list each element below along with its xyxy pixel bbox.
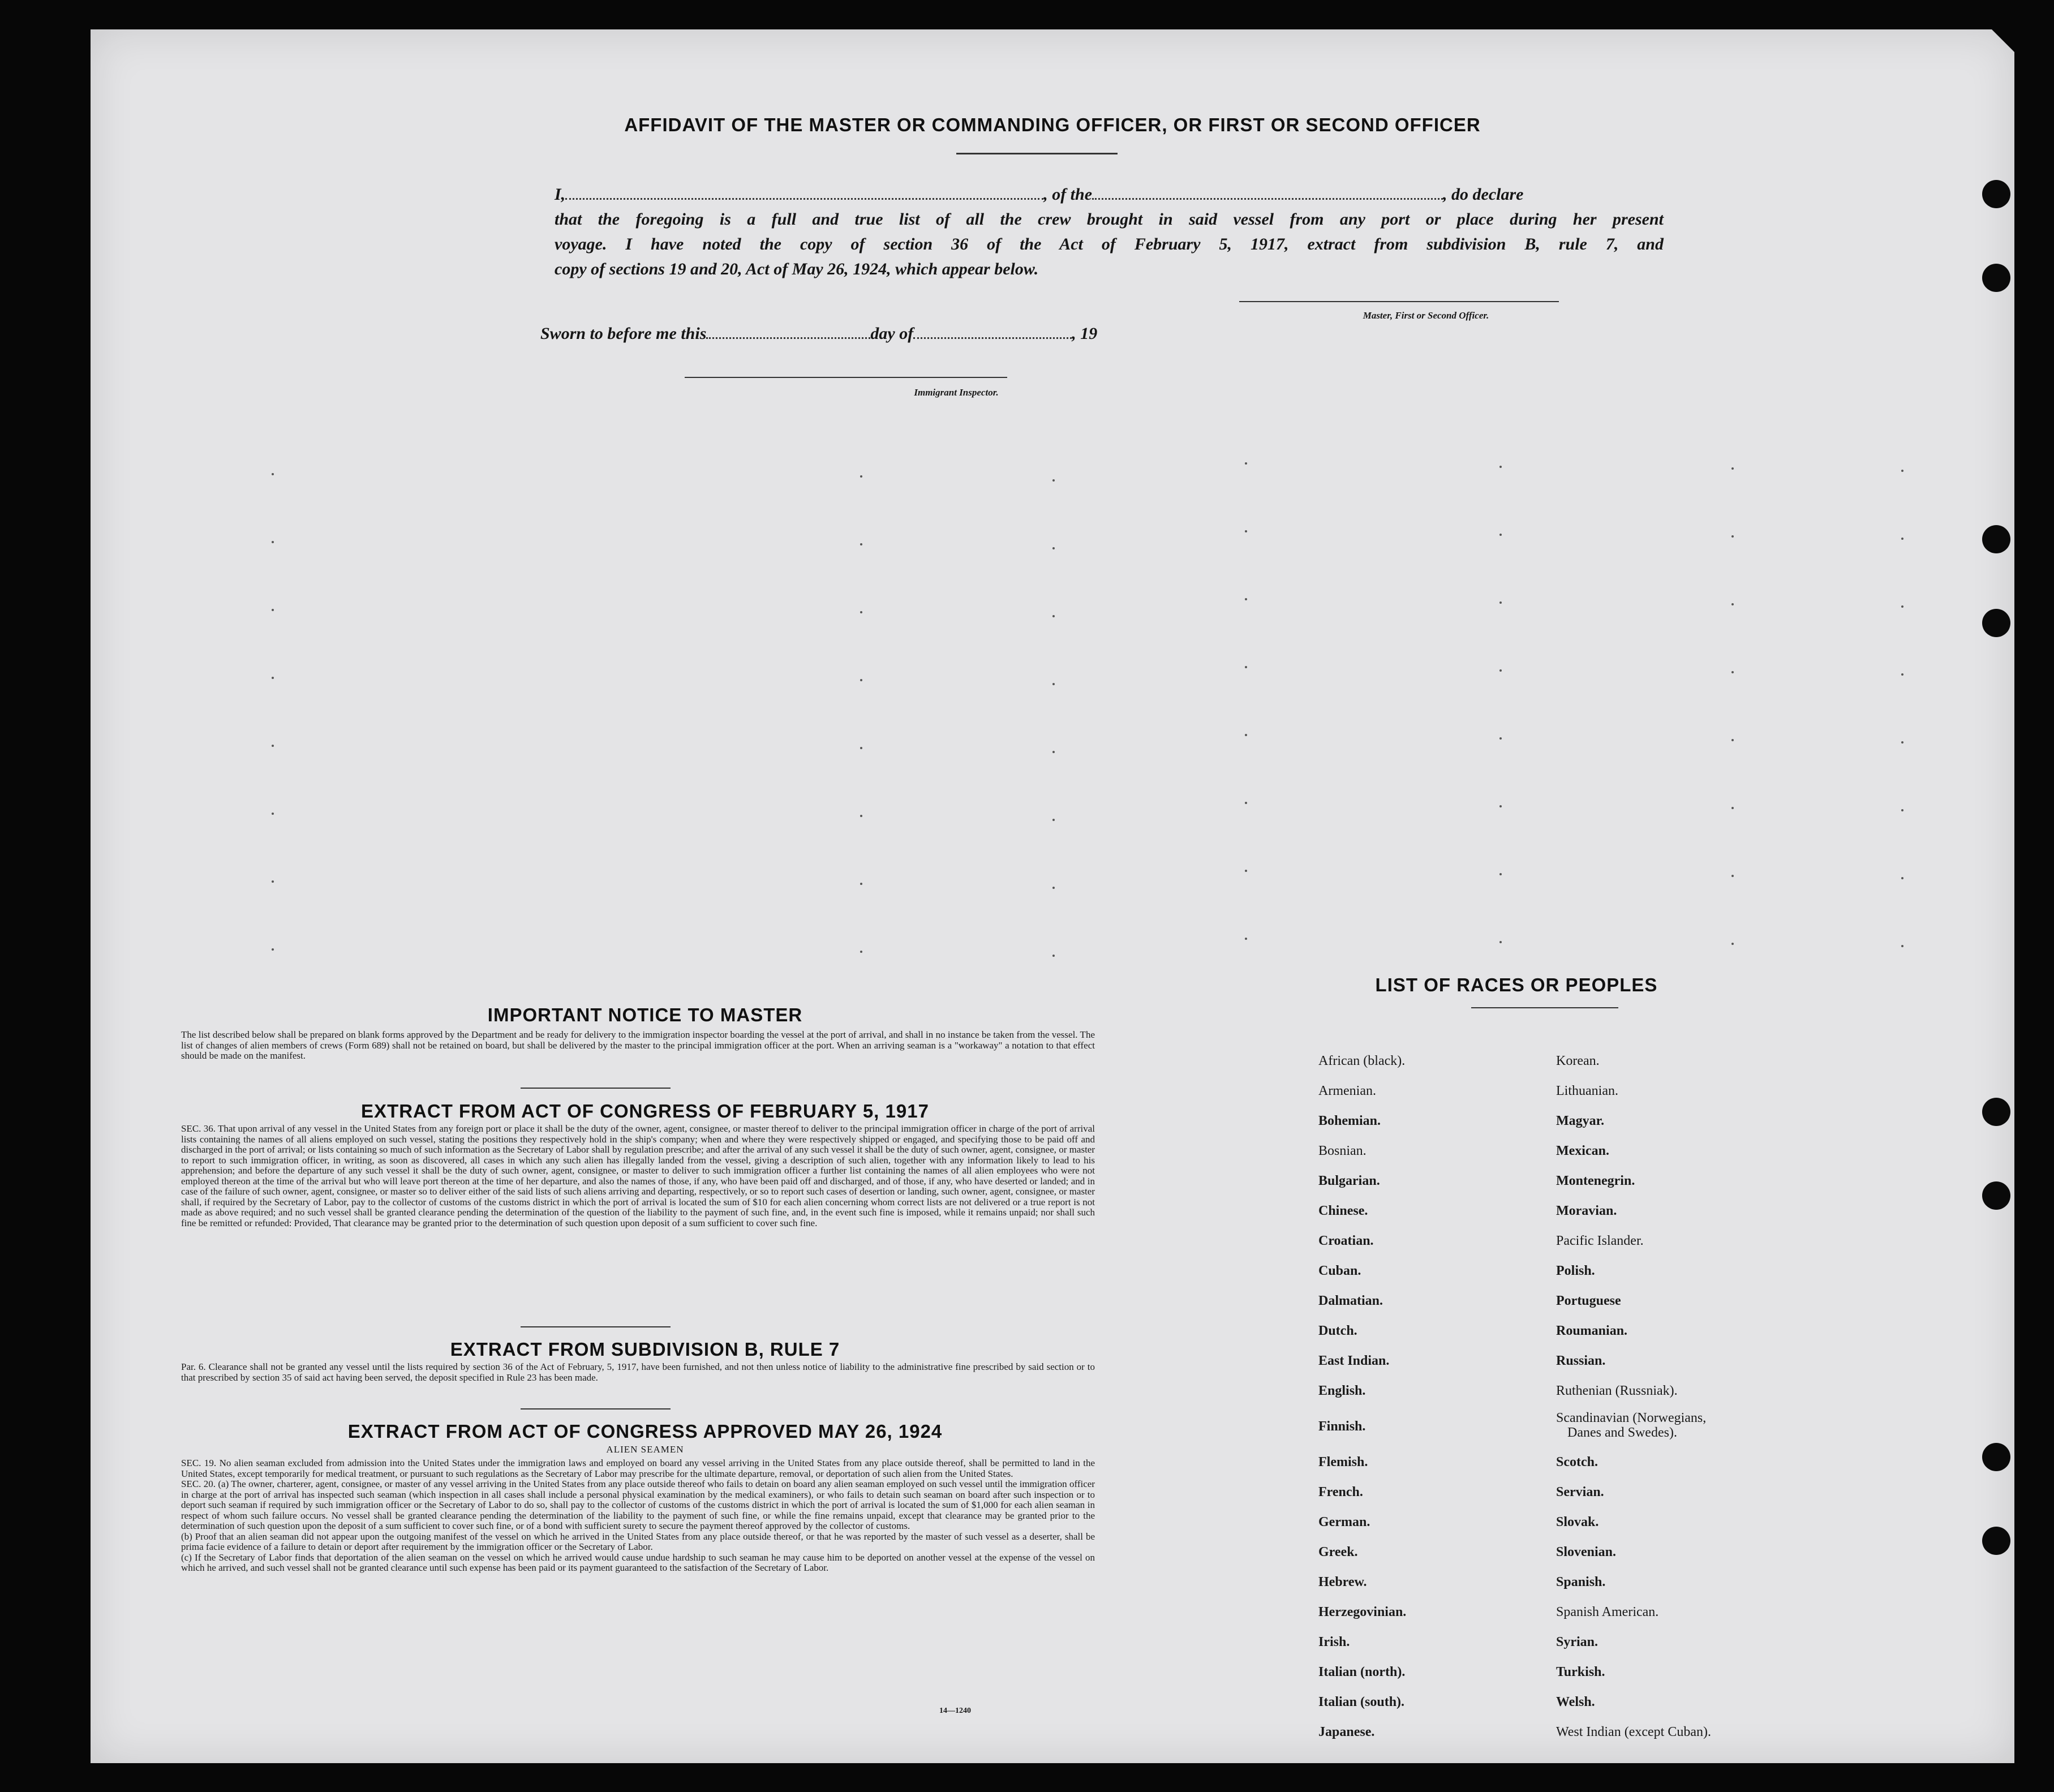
race-item: Danes and Swedes). bbox=[1567, 1425, 1677, 1440]
form-dot bbox=[1731, 671, 1734, 673]
race-item: Korean. bbox=[1556, 1054, 1600, 1068]
races-title: LIST OF RACES OR PEOPLES bbox=[1375, 974, 1658, 995]
race-item: Welsh. bbox=[1556, 1695, 1595, 1709]
form-dot bbox=[860, 747, 862, 749]
extract-1924-text bbox=[181, 1458, 1095, 1574]
declaration-line-2: that the foregoing is a full and true list of all the crew brought in said vessel from any port or place during her present bbox=[555, 210, 1664, 229]
document-page bbox=[91, 29, 2014, 1763]
race-item: Finnish. bbox=[1318, 1419, 1366, 1434]
race-item: Ruthenian (Russniak). bbox=[1556, 1383, 1678, 1398]
form-dot bbox=[1499, 466, 1502, 468]
race-item: German. bbox=[1318, 1515, 1370, 1529]
race-item: Italian (north). bbox=[1318, 1665, 1406, 1679]
race-item: Pacific Islander. bbox=[1556, 1234, 1644, 1248]
race-item: Armenian. bbox=[1318, 1084, 1376, 1098]
notice-text: The list described below shall be prepared on blank forms approved by the Department and be ready for delivery to the immigration inspector boarding the vessel at the port of arrival, and shall in no instance be taken from the vessel. The list of changes of alien members of crews (Form 689) shall not be retained on board, but shall be delivered by the master to the principal immigration officer at the port. When an arriving seaman is a "workaway" a notation to that effect should be made on the manifest. bbox=[181, 1029, 1095, 1061]
year-label: , 19 bbox=[1072, 324, 1098, 343]
race-item: Irish. bbox=[1318, 1635, 1350, 1649]
race-item: Servian. bbox=[1556, 1485, 1604, 1499]
page-corner-fold bbox=[1992, 29, 2014, 52]
race-item: Syrian. bbox=[1556, 1635, 1598, 1649]
form-dot bbox=[272, 609, 274, 611]
i-label: I, bbox=[555, 185, 566, 204]
form-dot bbox=[1731, 943, 1734, 945]
form-dot bbox=[272, 473, 274, 475]
form-dot bbox=[1052, 819, 1055, 821]
form-dot bbox=[1052, 751, 1055, 753]
form-dot bbox=[1052, 547, 1055, 549]
form-dot bbox=[1901, 605, 1903, 608]
sworn-line bbox=[540, 321, 1097, 346]
form-dot bbox=[1499, 737, 1502, 740]
race-item: Moravian. bbox=[1556, 1204, 1617, 1218]
form-dot bbox=[1245, 870, 1247, 872]
form-dot bbox=[1901, 470, 1903, 472]
form-dot bbox=[1499, 941, 1502, 943]
form-dot bbox=[272, 677, 274, 679]
form-dot bbox=[860, 611, 862, 613]
extract-1924-title: EXTRACT FROM ACT OF CONGRESS APPROVED MAY 26, 1924 bbox=[347, 1421, 943, 1442]
form-dot bbox=[1245, 802, 1247, 804]
binder-hole bbox=[1982, 609, 2010, 637]
affidavit-title: AFFIDAVIT OF THE MASTER OR COMMANDING OFFICER, OR FIRST OR SECOND OFFICER bbox=[624, 114, 1481, 135]
form-dot bbox=[860, 951, 862, 953]
binder-hole bbox=[1982, 525, 2010, 553]
race-item: West Indian (except Cuban). bbox=[1556, 1725, 1711, 1739]
master-signature-line bbox=[1239, 301, 1559, 302]
binder-hole bbox=[1982, 264, 2010, 292]
race-item: Montenegrin. bbox=[1556, 1174, 1635, 1188]
race-item: Slovenian. bbox=[1556, 1545, 1617, 1559]
race-item: Scandinavian (Norwegians, bbox=[1556, 1411, 1707, 1425]
declaration-line-1 bbox=[555, 182, 1664, 207]
form-dot bbox=[1731, 535, 1734, 538]
rule7-title: EXTRACT FROM SUBDIVISION B, RULE 7 bbox=[450, 1339, 840, 1360]
sworn-label: Sworn to before me this bbox=[540, 324, 707, 343]
race-item: Bulgarian. bbox=[1318, 1174, 1380, 1188]
form-dot bbox=[1499, 601, 1502, 604]
races-underline bbox=[1471, 1007, 1618, 1008]
form-dot bbox=[1245, 598, 1247, 600]
form-dot bbox=[1052, 955, 1055, 957]
section-20c-text: (c) If the Secretary of Labor finds that deportation of the alien seaman on the vessel on which he arrived would cause undue hardship to such seaman he may cause him to be deported on another vessel at the expense of the vessel on which he arrived, and such vessel shall not be granted clearance until such expense has been paid or its payment guaranteed to the satisfaction of the Secretary of Labor. bbox=[181, 1552, 1095, 1573]
form-dot bbox=[1245, 530, 1247, 532]
alien-seamen-subtitle: ALIEN SEAMEN bbox=[606, 1444, 684, 1455]
form-dot bbox=[272, 880, 274, 883]
race-item: Slovak. bbox=[1556, 1515, 1599, 1529]
declaration-line-3: voyage. I have noted the copy of section 36 of the Act of February 5, 1917, extract from subdivision B, rule 7, and bbox=[555, 235, 1664, 253]
form-dot bbox=[1052, 479, 1055, 482]
binder-hole bbox=[1982, 1443, 2010, 1471]
form-dot bbox=[860, 883, 862, 885]
section-19-text: SEC. 19. No alien seaman excluded from admission into the United States under the immigration laws and employed on board any vessel arriving in the United States from any place outside thereof, shall be permitted to land in the United States, except temporarily for medical treatment, or pursuant to such regulations as the Secretary of Labor may prescribe for the ultimate departure, removal, or deportation of such alien from the United States. bbox=[181, 1458, 1095, 1479]
form-dot bbox=[1901, 809, 1903, 811]
extract-1917-text: SEC. 36. That upon arrival of any vessel in the United States from any foreign port or place it shall be the duty of the owner, agent, consignee, or master thereof to deliver to the principal immigration officer in charge of the port of arrival lists containing the names of all aliens employed on such vessel, stating the positions they respectively hold in the ship's company; when and where they were respectively shipped or engaged, and specifying those to be paid off and discharged in the port of arrival; or lists containing so much of such information as the Secretary of Labor shall by regulation prescribe; and after the arrival of any such vessel it shall be the duty of such owner, agent, consignee, or master to report to such immigration officer, in writing, as soon as discovered, all cases in which any such alien has illegally landed from the vessel, giving a description of such alien, together with any information likely to lead to his apprehension; and before the departure of any such vessel it shall be the duty of such owner, agent, consignee, or master to deliver to such immigration officer a further list containing the names of all alien employees who were not employed thereon at the time of the arrival but who will leave port thereon at the time of her departure, and also the names of those, if any, who have been paid off and discharged, and of those, if any, who have deserted or landed; and in case of the failure of such owner, agent, consignee, or master so to deliver either of the said lists of such aliens arriving and departing, respectively, or so to report such cases of desertion or landing, such owner, agent, consignee, or master shall, if required by the Secretary of Labor, pay to the collector of customs of the customs district in which the port of arrival is located the sum of $10 for each alien concerning whom correct lists are not delivered or a true report is not made as above required; and no such vessel shall be granted clearance pending the determination of the question of the liability to the payment of such fine, and, in the event such fine is imposed, while it remains unpaid; nor shall such fine be remitted or refunded: Provided, That clearance may be granted prior to the determination of such question upon deposit of a sum sufficient to cover such fine. bbox=[181, 1123, 1095, 1228]
race-item: Chinese. bbox=[1318, 1204, 1368, 1218]
form-dot bbox=[1731, 603, 1734, 605]
section-20b-text: (b) Proof that an alien seaman did not appear upon the outgoing manifest of the vessel on which he arrived in the United States from any place outside thereof, or that he was reported by the master of such vessel as a deserter, shall be prima facie evidence of a failure to detain or deport after requirement by the immigration officer or the Secretary of Labor. bbox=[181, 1531, 1095, 1552]
race-item: Greek. bbox=[1318, 1545, 1358, 1559]
race-item: Bosnian. bbox=[1318, 1144, 1367, 1158]
form-dot bbox=[1901, 741, 1903, 744]
form-dot bbox=[1731, 807, 1734, 809]
form-dot bbox=[1731, 739, 1734, 741]
title-underline bbox=[956, 153, 1118, 154]
form-dot bbox=[1901, 945, 1903, 947]
rule7-text: Par. 6. Clearance shall not be granted any vessel until the lists required by section 36 of the Act of February, 5, 1917, have been furnished, and not then unless notice of liability to the administrative fine prescribed by said section or to that prescribed by section 35 of said act having been served, the deposit specified in Rule 23 has been made. bbox=[181, 1361, 1095, 1383]
section-20a-text: SEC. 20. (a) The owner, charterer, agent, consignee, or master of any vessel arriving in the United States from any place outside thereof who fails to detain on board any alien seaman employed on such vessel until the immigration officer in charge at the port of arrival has inspected such seaman (which inspection in all cases shall include a personal physical examination by the medical examiners), or who fails to detain such seaman on board after such inspection or to deport such seaman if required by such immigration officer or the Secretary of Labor to do so, shall pay to the collector of customs of the customs district in which the port of arrival is located the sum of $1,000 for each alien seaman in respect of whom such failure occurs. No vessel shall be granted clearance pending the determination of the liability to the payment of such fine, or while the fine remains unpaid, except that clearance may be granted prior to the determination of such question upon the deposit of a sum sufficient to cover such fine, or of a bond with sufficient surety to secure the payment thereof approved by the collector of customs. bbox=[181, 1479, 1095, 1531]
form-dot bbox=[1499, 805, 1502, 807]
race-item: English. bbox=[1318, 1383, 1366, 1398]
race-item: Flemish. bbox=[1318, 1455, 1368, 1469]
race-item: Bohemian. bbox=[1318, 1114, 1381, 1128]
form-dot bbox=[272, 541, 274, 543]
race-item: Mexican. bbox=[1556, 1144, 1609, 1158]
notice-title: IMPORTANT NOTICE TO MASTER bbox=[487, 1004, 803, 1025]
form-dot bbox=[1499, 534, 1502, 536]
form-dot bbox=[1901, 877, 1903, 879]
name-blank bbox=[565, 198, 1043, 200]
extract-1917-title: EXTRACT FROM ACT OF CONGRESS OF FEBRUARY 5, 1917 bbox=[361, 1101, 929, 1121]
form-dot bbox=[1052, 615, 1055, 617]
race-item: Magyar. bbox=[1556, 1114, 1605, 1128]
divider-3 bbox=[521, 1408, 671, 1409]
form-dot bbox=[860, 815, 862, 817]
form-dot bbox=[1052, 683, 1055, 685]
form-dot bbox=[1245, 462, 1247, 465]
form-dot bbox=[1245, 734, 1247, 736]
form-dot bbox=[1499, 669, 1502, 672]
binder-hole bbox=[1982, 1098, 2010, 1126]
form-number: 14—1240 bbox=[939, 1707, 971, 1715]
race-item: Turkish. bbox=[1556, 1665, 1605, 1679]
race-item: Roumanian. bbox=[1556, 1323, 1628, 1338]
race-item: Dalmatian. bbox=[1318, 1293, 1383, 1308]
inspector-label: Immigrant Inspector. bbox=[914, 387, 999, 398]
race-item: East Indian. bbox=[1318, 1353, 1390, 1368]
sworn-day-blank bbox=[706, 337, 870, 339]
race-item: Scotch. bbox=[1556, 1455, 1598, 1469]
binder-hole bbox=[1982, 1181, 2010, 1210]
form-dot bbox=[272, 813, 274, 815]
vessel-blank bbox=[1092, 198, 1443, 200]
form-dot bbox=[1731, 467, 1734, 470]
form-dot bbox=[1731, 875, 1734, 877]
master-signature-label: Master, First or Second Officer. bbox=[1363, 310, 1489, 321]
do-declare-label: , do declare bbox=[1443, 185, 1524, 204]
race-item: Italian (south). bbox=[1318, 1695, 1405, 1709]
form-dot bbox=[1499, 873, 1502, 875]
race-item: Japanese. bbox=[1318, 1725, 1375, 1739]
race-item: Hebrew. bbox=[1318, 1575, 1367, 1589]
sworn-month-blank bbox=[913, 337, 1072, 339]
race-item: Dutch. bbox=[1318, 1323, 1357, 1338]
form-dot bbox=[1901, 673, 1903, 676]
race-item: Croatian. bbox=[1318, 1234, 1374, 1248]
race-item: Lithuanian. bbox=[1556, 1084, 1618, 1098]
race-item: Spanish. bbox=[1556, 1575, 1606, 1589]
race-item: Russian. bbox=[1556, 1353, 1606, 1368]
form-dot bbox=[860, 543, 862, 545]
binder-hole bbox=[1982, 180, 2010, 208]
race-item: Portuguese bbox=[1556, 1293, 1621, 1308]
race-item: African (black). bbox=[1318, 1054, 1406, 1068]
form-dot bbox=[860, 679, 862, 681]
race-item: Spanish American. bbox=[1556, 1605, 1659, 1619]
divider-2 bbox=[521, 1326, 671, 1327]
form-dot bbox=[860, 475, 862, 478]
form-dot bbox=[1245, 938, 1247, 940]
inspector-signature-line bbox=[685, 377, 1007, 378]
divider-1 bbox=[521, 1088, 671, 1089]
form-dot bbox=[1901, 538, 1903, 540]
form-dot bbox=[272, 745, 274, 747]
binder-hole bbox=[1982, 1527, 2010, 1555]
race-item: Herzegovinian. bbox=[1318, 1605, 1407, 1619]
of-the-label: , of the bbox=[1043, 185, 1093, 204]
declaration-line-4: copy of sections 19 and 20, Act of May 26, 1924, which appear below. bbox=[555, 260, 1039, 278]
race-item: Polish. bbox=[1556, 1264, 1595, 1278]
form-dot bbox=[272, 948, 274, 951]
form-dot bbox=[1245, 666, 1247, 668]
day-of-label: day of bbox=[870, 324, 914, 343]
form-dot bbox=[1052, 887, 1055, 889]
race-item: French. bbox=[1318, 1485, 1363, 1499]
race-item: Cuban. bbox=[1318, 1264, 1361, 1278]
